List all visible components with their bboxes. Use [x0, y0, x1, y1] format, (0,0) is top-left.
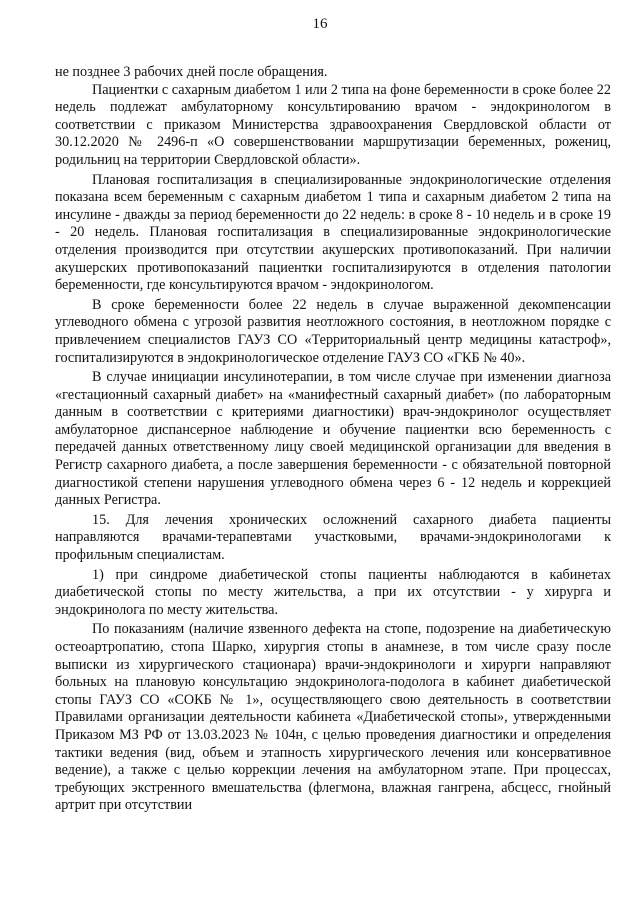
paragraph-insulin-therapy: В случае инициации инсулинотерапии, в том числе случае при изменении диагноза «гестационный сахарный диабет» на «манифестный сахарный диабет» (по лабораторным данным в соответствии с критериями диагностики) врач-эндокринолог осуществляет амбулаторное диспансерное наблюдение и обучение пациентки всю беременность с передачей данных ответственному лицу своей медицинской организации для введения в Регистр сахарного диабета, а после завершения беременности - с обязательной повторной диагностикой степени нарушения углеводного обмена через 6 - 12 недель и коррекцией данных Регистра.	[55, 369, 611, 509]
paragraph-consultation: Пациентки с сахарным диабетом 1 или 2 типа на фоне беременности в сроке более 22 недель подлежат амбулаторному консультированию врачом - эндокринологом в соответствии с приказом Министерства здравоохранения Свердловской области от 30.12.2020 № 2496-п «О совершенствовании маршрутизации беременных, рожениц, родильниц на территории Свердловской области».	[55, 81, 611, 168]
paragraph-subitem-1: 1) при синдроме диабетической стопы пациенты наблюдаются в кабинетах диабетической стопы по месту жительства, а при их отсутствии - у хирурга и эндокринолога по месту жительства.	[55, 566, 611, 618]
page-number: 16	[312, 16, 328, 32]
paragraph-item-15: 15. Для лечения хронических осложнений сахарного диабета пациенты направляются врачами-терапевтами участковыми, врачами-эндокринологами к профильным специалистам.	[55, 511, 611, 564]
paragraph-urgent-hospitalization: В сроке беременности более 22 недель в случае выраженной декомпенсации углеводного обмена с угрозой развития неотложного состояния, в неотложном порядке с привлечением специалистов ГАУЗ СО «Территориальный центр медицины катастроф», госпитализируются в эндокринологическое отделение ГАУЗ СО «ГКБ № 40».	[55, 296, 611, 366]
paragraph-indications: По показаниям (наличие язвенного дефекта на стопе, подозрение на диабетическую остеоартропатию, стопа Шарко, хирургия стопы в анамнезе, в том числе сразу после выписки из хирургического стационара) врачи-эндокринологи и хирурги направляют больных на плановую консультацию эндокринолога-подолога в кабинет диабетической стопы ГАУЗ СО «СОКБ № 1», осуществляющего свою деятельность в соответствии Правилами организации деятельности кабинета «Диабетической стопы», утвержденными Приказом МЗ РФ от 13.03.2023 № 104н, с целью проведения диагностики и определения тактики ведения (вид, объем и этапность хирургического лечения или консервативное ведение), а также с целью коррекции лечения на амбулаторном этапе. При процессах, требующих экстренного вмешательства (флегмона, влажная гангрена, абсцесс, гнойный артрит при отсутствии	[55, 621, 611, 814]
paragraph-planned-hospitalization: Плановая госпитализация в специализированные эндокринологические отделения показана всем беременным с сахарным диабетом 1 типа и сахарным диабетом 2 типа на инсулине - дважды за период беременности до 22 недель: в сроке 8 - 10 недель и в сроке 19 - 20 недель. Плановая госпитализация в специализированные эндокринологические отделения производится при отсутствии акушерских противопоказаний. При наличии акушерских противопоказаний пациентки госпитализируются в отделения патологии беременности, где консультируются врачом - эндокринологом.	[55, 171, 611, 294]
document-body	[55, 64, 611, 815]
paragraph-continuation: не позднее 3 рабочих дней после обращения.	[55, 64, 328, 80]
